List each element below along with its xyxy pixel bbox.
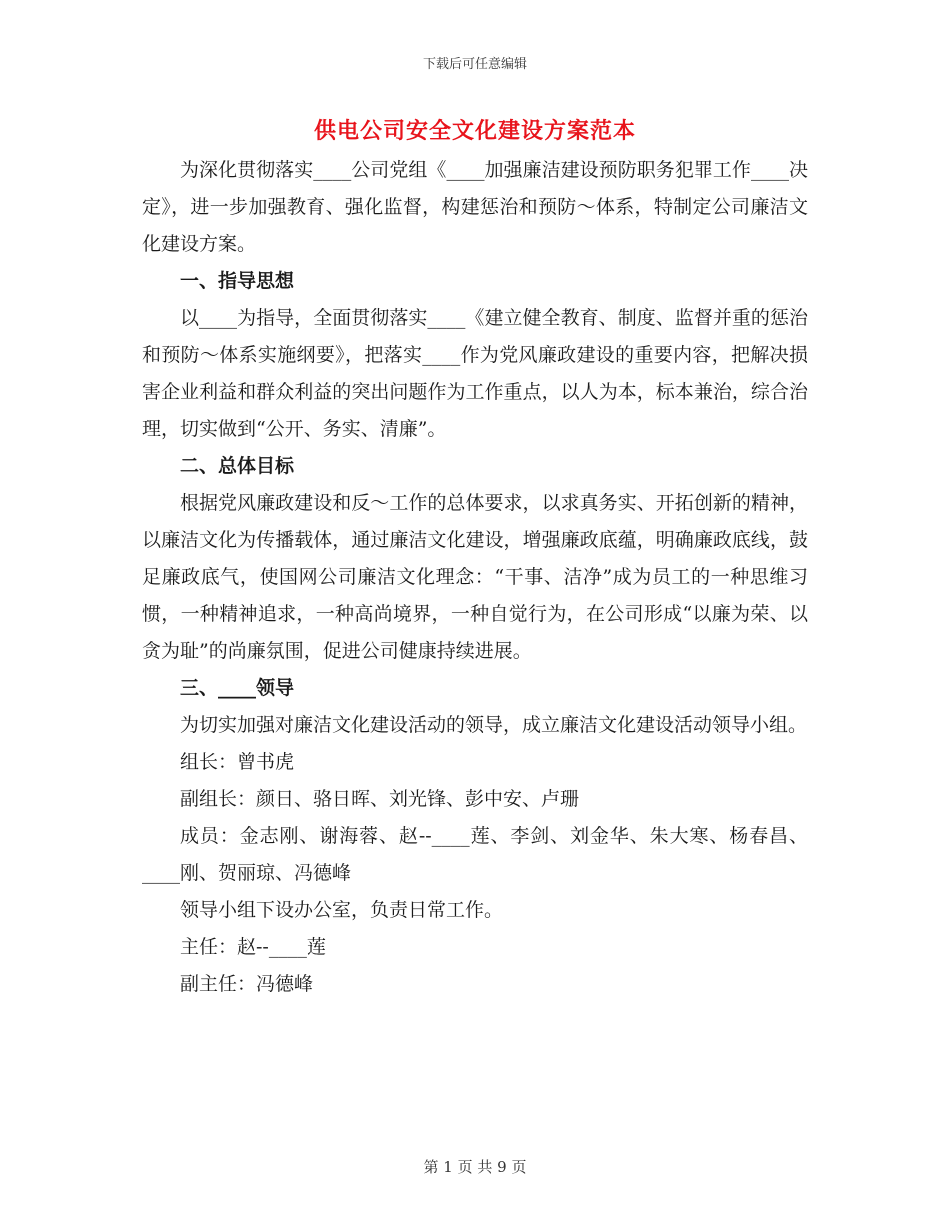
document-title: 供电公司安全文化建设方案范本 — [313, 118, 636, 144]
line-director: 主任：赵--____莲 — [180, 936, 326, 958]
document-body — [142, 152, 808, 1003]
section-heading-leadership: 三、____领导 — [180, 677, 295, 699]
paragraph-overall-goal: 根据党风廉政建设和反～工作的总体要求，以求真务实、开拓创新的精神，以廉洁文化为传播载体，通过廉洁文化建设，增强廉政底蕴，明确廉政底线，鼓足廉政底气，使国网公司廉洁文化理念：“干事、洁净”成为员工的一种思维习惯，一种精神追求，一种高尚境界，一种自觉行为，在公司形成“以廉为荣、以贪为耻”的尚廉氛围，促进公司健康持续进展。 — [142, 492, 808, 662]
line-office: 领导小组下设办公室，负责日常工作。 — [180, 899, 504, 921]
page-header: 下载后可任意编辑 — [422, 57, 527, 72]
line-members: 成员：金志刚、谢海蓉、赵--____莲、李剑、刘金华、朱大寒、杨春昌、____刚、贺丽琼、冯德峰 — [142, 825, 808, 884]
page-footer: 第 1 页 共 9 页 — [423, 1158, 527, 1176]
section-heading-guiding-ideology: 一、指导思想 — [180, 270, 295, 292]
line-group-leader: 组长：曾书虎 — [180, 751, 295, 773]
paragraph-intro: 为深化贯彻落实____公司党组《____加强廉洁建设预防职务犯罪工作____决定》，进一步加强教育、强化监督，构建惩治和预防～体系，特制定公司廉洁文化建设方案。 — [142, 159, 808, 255]
line-deputy-director: 副主任：冯德峰 — [180, 973, 314, 995]
paragraph-leadership: 为切实加强对廉洁文化建设活动的领导，成立廉洁文化建设活动领导小组。 — [180, 714, 808, 736]
line-deputy-leaders: 副组长：颜日、骆日晖、刘光锋、彭中安、卢珊 — [180, 788, 580, 810]
paragraph-guiding-ideology: 以____为指导，全面贯彻落实____《建立健全教育、制度、监督并重的惩治和预防～体系实施纲要》，把落实____作为党风廉政建设的重要内容，把解决损害企业利益和群众利益的突出问题作为工作重点，以人为本，标本兼治，综合治理，切实做到“公开、务实、清廉”。 — [142, 307, 808, 440]
section-heading-overall-goal: 二、总体目标 — [180, 455, 295, 477]
